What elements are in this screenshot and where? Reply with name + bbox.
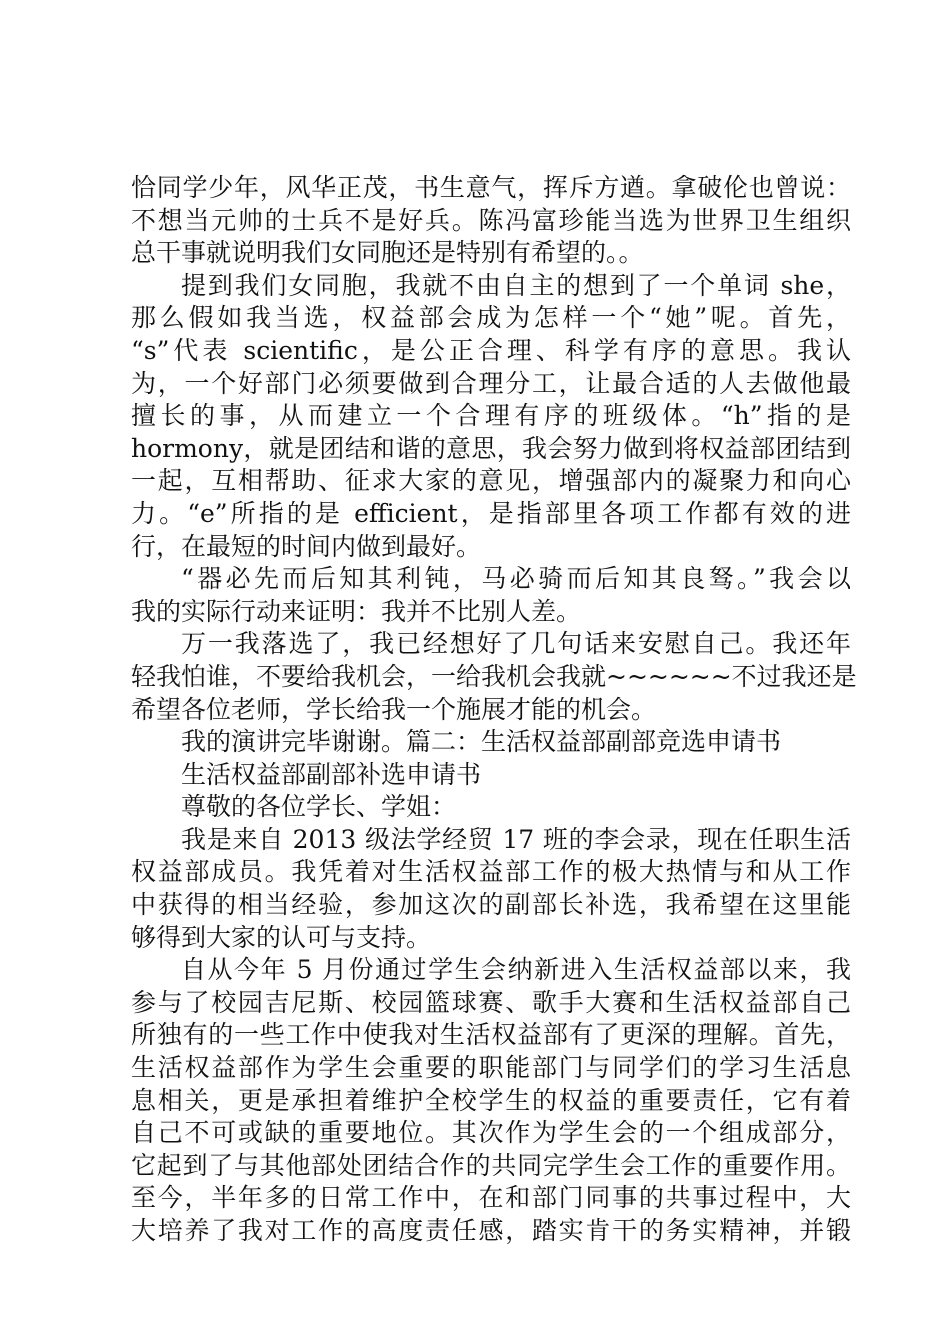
- text-line: 至今，半年多的日常工作中，在和部门同事的共事过程中，大: [131, 1183, 851, 1213]
- text-line: 中获得的相当经验，参加这次的副部长补选，我希望在这里能: [131, 890, 851, 920]
- text-line: 希望各位老师，学长给我一个施展才能的机会。: [131, 694, 657, 724]
- text-line: 尊敬的各位学长、学姐：: [181, 792, 457, 822]
- text-line: 那么假如我当选，权益部会成为怎样一个“她”呢。首先，: [131, 303, 851, 333]
- text-line: 一起，互相帮助、征求大家的意见，增强部内的凝聚力和向心: [131, 466, 851, 496]
- text-line: “s”代表 scientific，是公正合理、科学有序的意思。我认: [131, 335, 851, 365]
- text-line: “器必先而后知其利钝，马必骑而后知其良驽。”我会以: [181, 564, 851, 594]
- text-line: 轻我怕谁，不要给我机会，一给我机会我就~~~~~~不过我还是: [131, 661, 857, 691]
- text-line: 参与了校园吉尼斯、校园篮球赛、歌手大赛和生活权益部自己: [131, 987, 851, 1017]
- text-line: 所独有的一些工作中使我对生活权益部有了更深的理解。首先，: [131, 1020, 851, 1050]
- text-line: 息相关，更是承担着维护全校学生的权益的重要责任，它有着: [131, 1085, 851, 1115]
- text-line: 提到我们女同胞，我就不由自主的想到了一个单词 she，: [181, 270, 851, 300]
- text-line: 自从今年 5 月份通过学生会纳新进入生活权益部以来，我: [181, 955, 851, 985]
- text-line: 生活权益部作为学生会重要的职能部门与同学们的学习生活息: [131, 1053, 851, 1083]
- text-line: 恰同学少年，风华正茂，书生意气，挥斥方遒。拿破伦也曾说：: [131, 173, 851, 202]
- text-line: 总干事就说明我们女同胞还是特别有希望的。。: [131, 238, 644, 268]
- text-line: 我的实际行动来证明：我并不比别人差。: [131, 596, 582, 626]
- text-line: 够得到大家的认可与支持。: [131, 922, 432, 952]
- text-line: 行，在最短的时间内做到最好。: [131, 531, 482, 561]
- text-line: 擅长的事，从而建立一个合理有序的班级体。“h”指的是: [131, 401, 851, 431]
- text-line: hormony，就是团结和谐的意思，我会努力做到将权益部团结到: [131, 433, 851, 463]
- text-line: 力。“e”所指的是 efficient，是指部里各项工作都有效的进: [131, 498, 851, 528]
- document-page: [131, 172, 857, 1248]
- text-line: 我的演讲完毕谢谢。篇二：生活权益部副部竞选申请书: [181, 727, 782, 757]
- text-line: 为，一个好部门必须要做到合理分工，让最合适的人去做他最: [131, 368, 851, 398]
- text-line: 权益部成员。我凭着对生活权益部工作的极大热情与和从工作: [131, 857, 851, 887]
- text-line: 生活权益部副部补选申请书: [181, 759, 482, 789]
- text-line: 大培养了我对工作的高度责任感，踏实肯干的务实精神，并锻: [131, 1216, 851, 1245]
- text-line: 不想当元帅的士兵不是好兵。陈冯富珍能当选为世界卫生组织: [131, 205, 851, 235]
- text-line: 自己不可或缺的重要地位。其次作为学生会的一个组成部分，: [131, 1118, 851, 1148]
- text-line: 万一我落选了，我已经想好了几句话来安慰自己。我还年: [181, 629, 851, 659]
- text-line: 我是来自 2013 级法学经贸 17 班的李会录，现在任职生活: [181, 824, 851, 854]
- text-line: 它起到了与其他部处团结合作的共同完学生会工作的重要作用。: [131, 1150, 851, 1180]
